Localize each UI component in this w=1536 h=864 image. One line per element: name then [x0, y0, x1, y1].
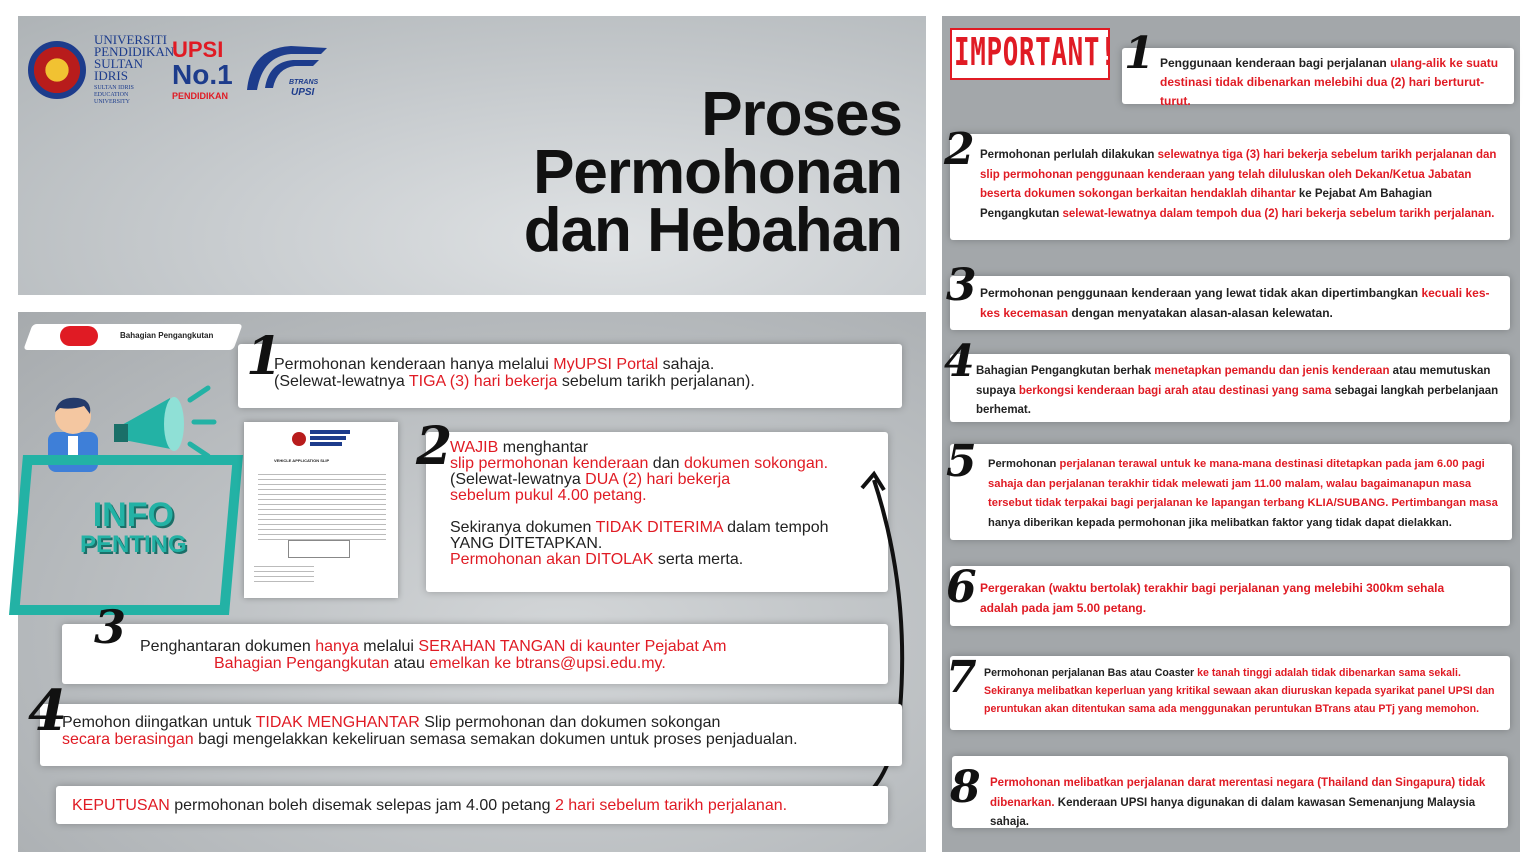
btrans-logo-text: BTRANS	[288, 79, 318, 86]
rule-number: 4	[944, 336, 975, 387]
rule-1-text: Penggunaan kenderaan bagi perjalanan ulang-alik ke suatu destinasi tidak dibenarkan melebihi dua (2) hari berturut-turut.	[1160, 56, 1499, 108]
department-label: Bahagian Pengangkutan	[120, 331, 214, 340]
info-item-1-text: Permohonan kenderaan hanya melalui MyUPSI Portal sahaja. (Selewat-lewatnya TIGA (3) hari bekerja sebelum tarikh perjalanan).	[274, 356, 755, 390]
btrans-logo-upsi-text: UPSI	[290, 87, 315, 98]
rule-5-text: Permohonan perjalanan terawal untuk ke mana-mana destinasi ditetapkan pada jam 6.00 pagi sahaja dan perjalanan terakhir tidak melewati jam 11.00 malam, walau bagaimanapun masa tersebut tidak terpakai bagi perjalanan ke lapangan terbang KLIA/SUBANG. Pertimbangan masa hanya diberikan kepada permohonan jika melibatkan faktor yang tidak dapat dielakkan.	[988, 458, 1498, 529]
rule-number: 8	[950, 762, 981, 813]
info-item-5-text: KEPUTUSAN permohonan boleh disemak selepas jam 4.00 petang 2 hari sebelum tarikh perjalanan.	[72, 797, 788, 814]
item-number: 2	[416, 416, 453, 477]
department-logo-icon	[60, 326, 98, 346]
rule-number: 2	[944, 124, 975, 175]
university-name-logo: UNIVERSITI PENDIDIKAN SULTAN IDRIS SULTAN IDRIS EDUCATION UNIVERSITY	[94, 32, 175, 105]
item-number: 4	[28, 678, 67, 744]
vehicle-application-slip-image	[244, 422, 398, 598]
rule-2-text: Permohonan perlulah dilakukan selewatnya tiga (3) hari bekerja sebelum tarikh perjalanan dan slip permohonan penggunaan kenderaan yang telah diluluskan oleh Dekan/Ketua Jabatan beserta dokumen sokongan berkaitan hendaklah dihantar ke Pejabat Am Bahagian Pengangkutan selewat-lewatnya dalam tempoh dua (2) hari bekerja sebelum tarikh perjalanan.	[980, 149, 1497, 220]
rule-number: 7	[946, 652, 977, 703]
rule-8-text: Permohonan melibatkan perjalanan darat merentasi negara (Thailand dan Singapura) tidak dibenarkan. Kenderaan UPSI hanya digunakan di dalam kawasan Semenanjung Malaysia sahaja.	[990, 777, 1486, 828]
item-number: 3	[94, 600, 127, 654]
rule-number: 5	[946, 436, 977, 487]
rule-number: 1	[1124, 28, 1155, 79]
logo-row	[28, 34, 331, 106]
info-penting-label: INFO PENTING	[80, 496, 187, 558]
item-number: 1	[246, 326, 283, 387]
slip-title: VEHICLE APPLICATION SLIP	[274, 458, 330, 463]
info-item-3-text: Penghantaran dokumen hanya melalui SERAHAN TANGAN di kaunter Pejabat Am Bahagian Pengangkutan atau emelkan ke btrans@upsi.edu.my.	[140, 638, 727, 672]
info-item-2-text: WAJIB menghantar slip permohonan kenderaan dan dokumen sokongan. (Selewat-lewatnya DUA (2) hari bekerja sebelum pukul 4.00 petang. Sekiranya dokumen TIDAK DITERIMA dalam tempoh YANG DITETAPKAN. Permohonan akan DITOLAK serta merta.	[450, 439, 829, 568]
btrans-bus-logo-icon	[241, 40, 331, 100]
page-title: Proses Permohonan dan Hebahan	[523, 80, 902, 265]
upsi-no1-logo: UPSI No.1 PENDIDIKAN	[172, 37, 233, 101]
rule-6-text: Pergerakan (waktu bertolak) terakhir bagi perjalanan yang melebihi 300km sehala adalah pada jam 5.00 petang.	[980, 581, 1445, 615]
rule-number: 6	[946, 562, 977, 613]
important-heading: IMPORTANT!	[954, 30, 1117, 74]
info-item-4-text: Pemohon diingatkan untuk TIDAK MENGHANTAR Slip permohonan dan dokumen sokongan secara berasingan bagi mengelakkan kekeliruan semasa semakan dokumen untuk proses penjadualan.	[62, 714, 798, 748]
rule-7-text: Permohonan perjalanan Bas atau Coaster ke tanah tinggi adalah tidak dibenarkan sama sekali. Sekiranya melibatkan keperluan yang kritikal sewaan akan diuruskan kepada syarikat panel UPSI dan peruntukan akan ditentukan sama ada menggunakan peruntukan BTrans atau PTj yang memohon.	[984, 667, 1495, 715]
rule-3-text: Permohonan penggunaan kenderaan yang lewat tidak akan dipertimbangkan kecuali kes-kes kecemasan dengan menyatakan alasan-alasan kelewatan.	[980, 286, 1490, 320]
rule-4-text: Bahagian Pengangkutan berhak menetapkan pemandu dan jenis kenderaan atau memutuskan supaya berkongsi kenderaan bagi arah atau destinasi yang sama sebagai langkah perbelanjaan berhemat.	[976, 365, 1499, 416]
header-panel	[18, 16, 926, 295]
rule-number: 3	[946, 260, 977, 311]
university-seal-icon	[28, 41, 86, 99]
